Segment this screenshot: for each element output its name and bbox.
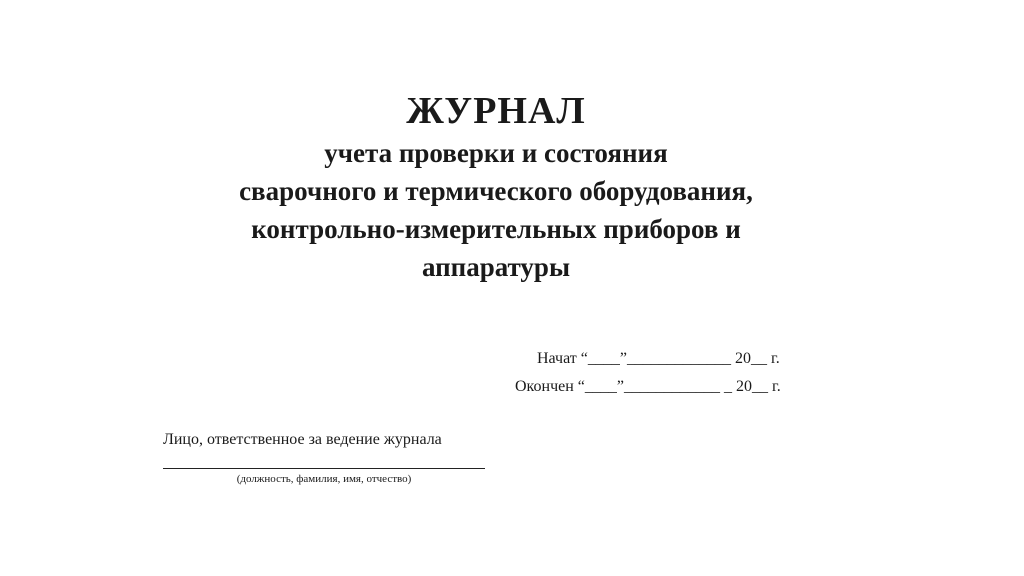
subtitle-line-3: контрольно-измерительных приборов и [251,214,741,244]
start-date-field [515,345,855,373]
end-date-field [515,373,855,401]
subtitle-line-2: сварочного и термического оборудования, [239,176,753,206]
signature-caption: (должность, фамилия, имя, отчество) [236,473,412,485]
responsible-person-label: Лицо, ответственное за ведение журнала [163,431,442,448]
subtitle-line-1: учета проверки и состояния [324,138,668,168]
end-date-text: Окончен “____”____________ _ 20__ г. [515,378,781,395]
subtitle-line-4: аппаратуры [421,252,571,282]
title-block [0,88,992,286]
document-title: ЖУРНАЛ [406,90,586,132]
responsible-person-section [163,428,493,487]
signature-line [163,468,485,469]
date-fields [515,345,855,401]
start-date-text: Начат “____”_____________ 20__ г. [537,350,780,367]
